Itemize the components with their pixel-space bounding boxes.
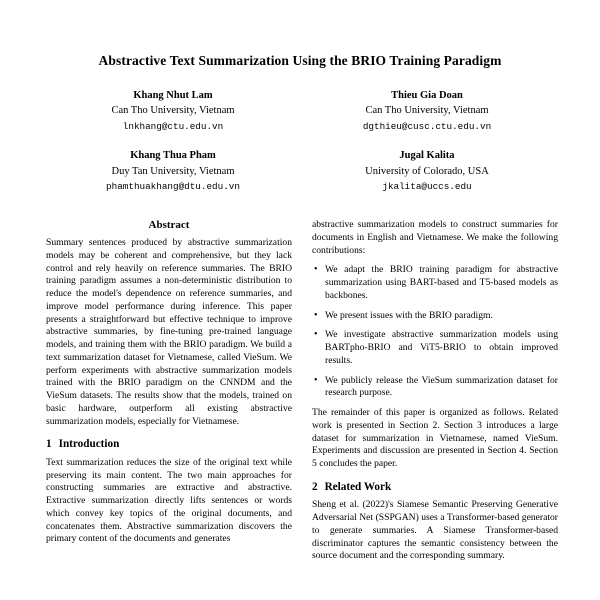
author-name: Khang Nhut Lam (133, 89, 213, 101)
list-item: • We present issues with the BRIO paradigm. (312, 310, 558, 323)
author-entry (300, 148, 554, 209)
left-column (46, 219, 292, 570)
list-item: • We adapt the BRIO training paradigm for abstractive summarization using BART-based and T5-based models as backbones. (312, 264, 558, 302)
section-title: Introduction (58, 438, 120, 451)
author-entry (46, 88, 300, 149)
introduction-paragraph: Text summarization reduces the size of the original text while preserving its main content. The two main approaches for constructing summaries are extractive and abstractive. Extractive summarization directly lifts sentences or words which convey key topics of the original documents, and concatenates them. Abstractive summarization discovers the primary content of the documents and generates (46, 456, 292, 545)
author-affiliation: Duy Tan University, Vietnam (111, 165, 235, 177)
author-affiliation: Can Tho University, Vietnam (111, 104, 235, 116)
abstract-text: Summary sentences produced by abstractive summarization models may be coherent and comprehensive, but they lack control and rely heavily on reference summaries. The BRIO training paradigm assumes a non-deterministic distribution to reduce the model's dependence on reference summaries, and improve model performance during inference. This paper presents a straightforward but effective technique to improve abstractive summaries, by fine-tuning pre-trained language models, and training them with the BRIO paradigm. We build a text summarization dataset for Vietnamese, called VieSum. We perform experiments with abstractive summarization models trained with the BRIO paradigm on the CNNDM and the VieSum datasets. The results show that the models, trained on basic hardware, outperform all existing abstractive summarization models, especially for Vietnamese. (46, 237, 292, 427)
list-item: • We investigate abstractive summarization models using BARTpho-BRIO and ViT5-BRIO to obtain improved results. (312, 329, 558, 367)
abstract-heading: Abstract (148, 219, 190, 232)
list-item: • We publicly release the VieSum summarization dataset for research purpose. (312, 375, 558, 401)
two-column-body (46, 219, 558, 570)
author-name: Khang Thua Pham (130, 150, 216, 162)
contributions-list (312, 264, 558, 400)
related-work-paragraph: Sheng et al. (2022)'s Siamese Semantic Preserving Generative Adversarial Net (SSPGAN) uses a Transformer-based generator to generate summaries. A Siamese Transformer-based discriminator captures the semantic consistency between the source document and the corresponding summary. (312, 499, 558, 562)
author-name: Jugal Kalita (399, 150, 455, 162)
section-title: Related Work (324, 480, 392, 493)
author-entry (300, 88, 554, 149)
author-affiliation: Can Tho University, Vietnam (365, 104, 489, 116)
author-entry (46, 148, 300, 209)
paper-roadmap-paragraph: The remainder of this paper is organized as follows. Related work is presented in Section 2. Section 3 introduces a large dataset for summarization in Vietnamese, named VieSum. Experiments and discussion are presented in Section 4. Section 5 concludes the paper. (312, 407, 558, 470)
author-email: jkalita@uccs.edu (382, 181, 472, 193)
section-number: 1 (46, 438, 52, 451)
section-heading-related-work (312, 480, 558, 495)
introduction-continued: abstractive summarization models to construct summaries for documents in English and Vietnamese. We make the following contributions: (312, 219, 558, 256)
author-block (46, 88, 554, 210)
right-column (312, 219, 558, 570)
section-heading-introduction (46, 437, 292, 452)
section-number: 2 (312, 480, 318, 493)
author-affiliation: University of Colorado, USA (365, 165, 489, 177)
author-name: Thieu Gia Doan (391, 89, 463, 101)
author-email: lnkhang@ctu.edu.vn (122, 120, 224, 132)
author-email: dgthieu@cusc.ctu.edu.vn (362, 120, 492, 132)
author-email: phamthuakhang@dtu.edu.vn (106, 181, 240, 193)
paper-title: Abstractive Text Summarization Using the BRIO Training Paradigm (98, 53, 502, 68)
